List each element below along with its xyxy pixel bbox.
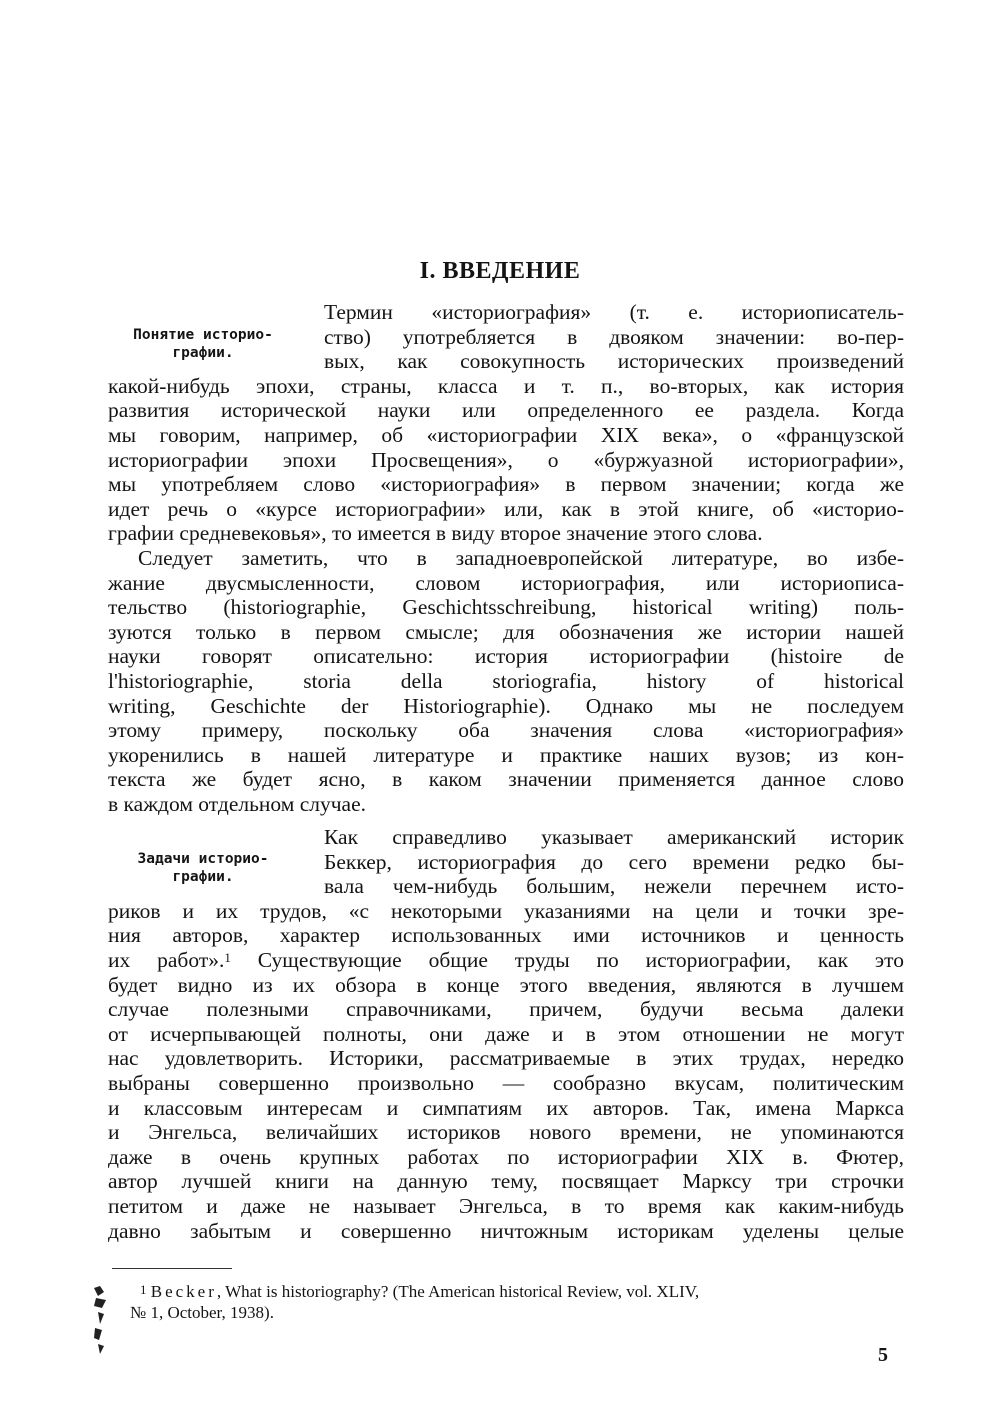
text-line: петитом и даже не называет Энгельса, в то время как каким-нибудь — [108, 1193, 904, 1218]
text-line-with-footnote — [108, 948, 904, 973]
side-heading-line: Задачи историо- — [137, 851, 269, 867]
text-line: выбраны совершенно произвольно — сообразно вкусам, политическим — [108, 1070, 904, 1095]
text-line: историографии эпохи Просвещения», о «буржуазной историографии», — [108, 447, 904, 472]
footnote — [108, 1281, 904, 1323]
text-line: развития исторической науки или определенного ее раздела. Когда — [108, 398, 904, 423]
text-fragment: Существующие общие труды по историографии, как это — [230, 947, 904, 972]
side-heading-line: Понятие историо- — [133, 327, 273, 343]
text-line: жание двусмысленности, словом историография, или историописа- — [108, 570, 904, 595]
footnote-citation: , What is historiography? (The American historical Review, vol. XLIV, — [216, 1282, 700, 1301]
chapter-title: I. ВВЕДЕНИЕ — [419, 258, 581, 284]
text-line: какой-нибудь эпохи, страны, класса и т. п., во-вторых, как история — [108, 373, 904, 398]
text-line: ство) употребляется в двояком значении: во-пер- — [324, 324, 904, 349]
text-line: автор лучшей книги на данную тему, посвящает Марксу три строчки — [108, 1169, 904, 1194]
text-line: Беккер, историография до сего времени редко бы- — [324, 849, 904, 874]
paragraph-3 — [108, 825, 904, 1243]
text-line: Как справедливо указывает американский историк — [324, 825, 904, 849]
page-number: 5 — [878, 1344, 888, 1366]
footnote-line: № 1, October, 1938). — [130, 1303, 274, 1322]
text-line: риков и их трудов, «с некоторыми указаниями на цели и точки зре- — [108, 898, 904, 923]
text-line: l'historiographie, storia della storiografia, history of historical — [108, 668, 904, 693]
side-heading-line: графии. — [172, 869, 234, 885]
text-line: вала чем-нибудь большим, нежели перечнем исто- — [324, 874, 904, 899]
text-line: идет речь о «курсе историографии» или, как в этой книге, об «историо- — [108, 496, 904, 521]
text-line: текста же будет ясно, в каком значении применяется данное слово — [108, 767, 904, 792]
text-line: будет видно из их обзора в конце этого введения, являются в лучшем — [108, 972, 904, 997]
text-line: даже в очень крупных работах по историографии XIX в. Фютер, — [108, 1144, 904, 1169]
footnote-line — [140, 1281, 904, 1302]
text-line: и Энгельса, величайших историков нового времени, не упоминаются — [108, 1120, 904, 1145]
text-fragment: их работ». — [108, 947, 225, 972]
paragraph-1 — [108, 300, 904, 546]
footnote-divider — [112, 1268, 232, 1269]
text-line: вых, как совокупность исторических произведений — [324, 349, 904, 374]
text-line: нас удовлетворить. Историки, рассматриваемые в этих трудах, нередко — [108, 1046, 904, 1071]
text-line: этому примеру, поскольку оба значения слова «историография» — [108, 718, 904, 743]
paragraph-2 — [108, 546, 904, 817]
text-line: давно забытым и совершенно ничтожным историкам уделены целые — [108, 1218, 904, 1243]
text-line: Следует заметить, что в западноевропейской литературе, во избе- — [138, 546, 904, 570]
text-line: мы говорим, например, об «историографии XIX века», о «французской — [108, 422, 904, 447]
text-line: укоренились в нашей литературе и практике наших вузов; из кон- — [108, 742, 904, 767]
text-line: от исчерпывающей полноты, они даже и в этом отношении не могут — [108, 1021, 904, 1046]
text-line: науки говорят описательно: история историографии (histoire de — [108, 644, 904, 669]
text-line: зуются только в первом смысле; для обозначения же истории нашей — [108, 619, 904, 644]
text-line: ния авторов, характер использованных ими источников и ценность — [108, 923, 904, 948]
text-line: в каждом отдельном случае. — [108, 791, 367, 816]
text-line: случае полезными справочниками, причем, будучи весьма далеки — [108, 997, 904, 1022]
text-line: мы употребляем слово «историография» в первом значении; когда же — [108, 472, 904, 497]
side-heading-line: графии. — [172, 345, 234, 361]
text-line: тельство (historiographie, Geschichtsschreibung, historical writing) поль- — [108, 595, 904, 620]
footnote-number: 1 — [140, 1282, 147, 1297]
text-line: и классовым интересам и симпатиям их авторов. Так, имена Маркса — [108, 1095, 904, 1120]
text-line: Термин «историография» (т. е. историописатель- — [324, 300, 904, 324]
footnote-author: Becker — [150, 1282, 217, 1301]
text-line: writing, Geschichte der Historiographie). Однако мы не последуем — [108, 693, 904, 718]
text-line: графии средневековья», то имеется в виду второе значение этого слова. — [108, 521, 763, 546]
footnote-reference: 1 — [224, 949, 231, 965]
